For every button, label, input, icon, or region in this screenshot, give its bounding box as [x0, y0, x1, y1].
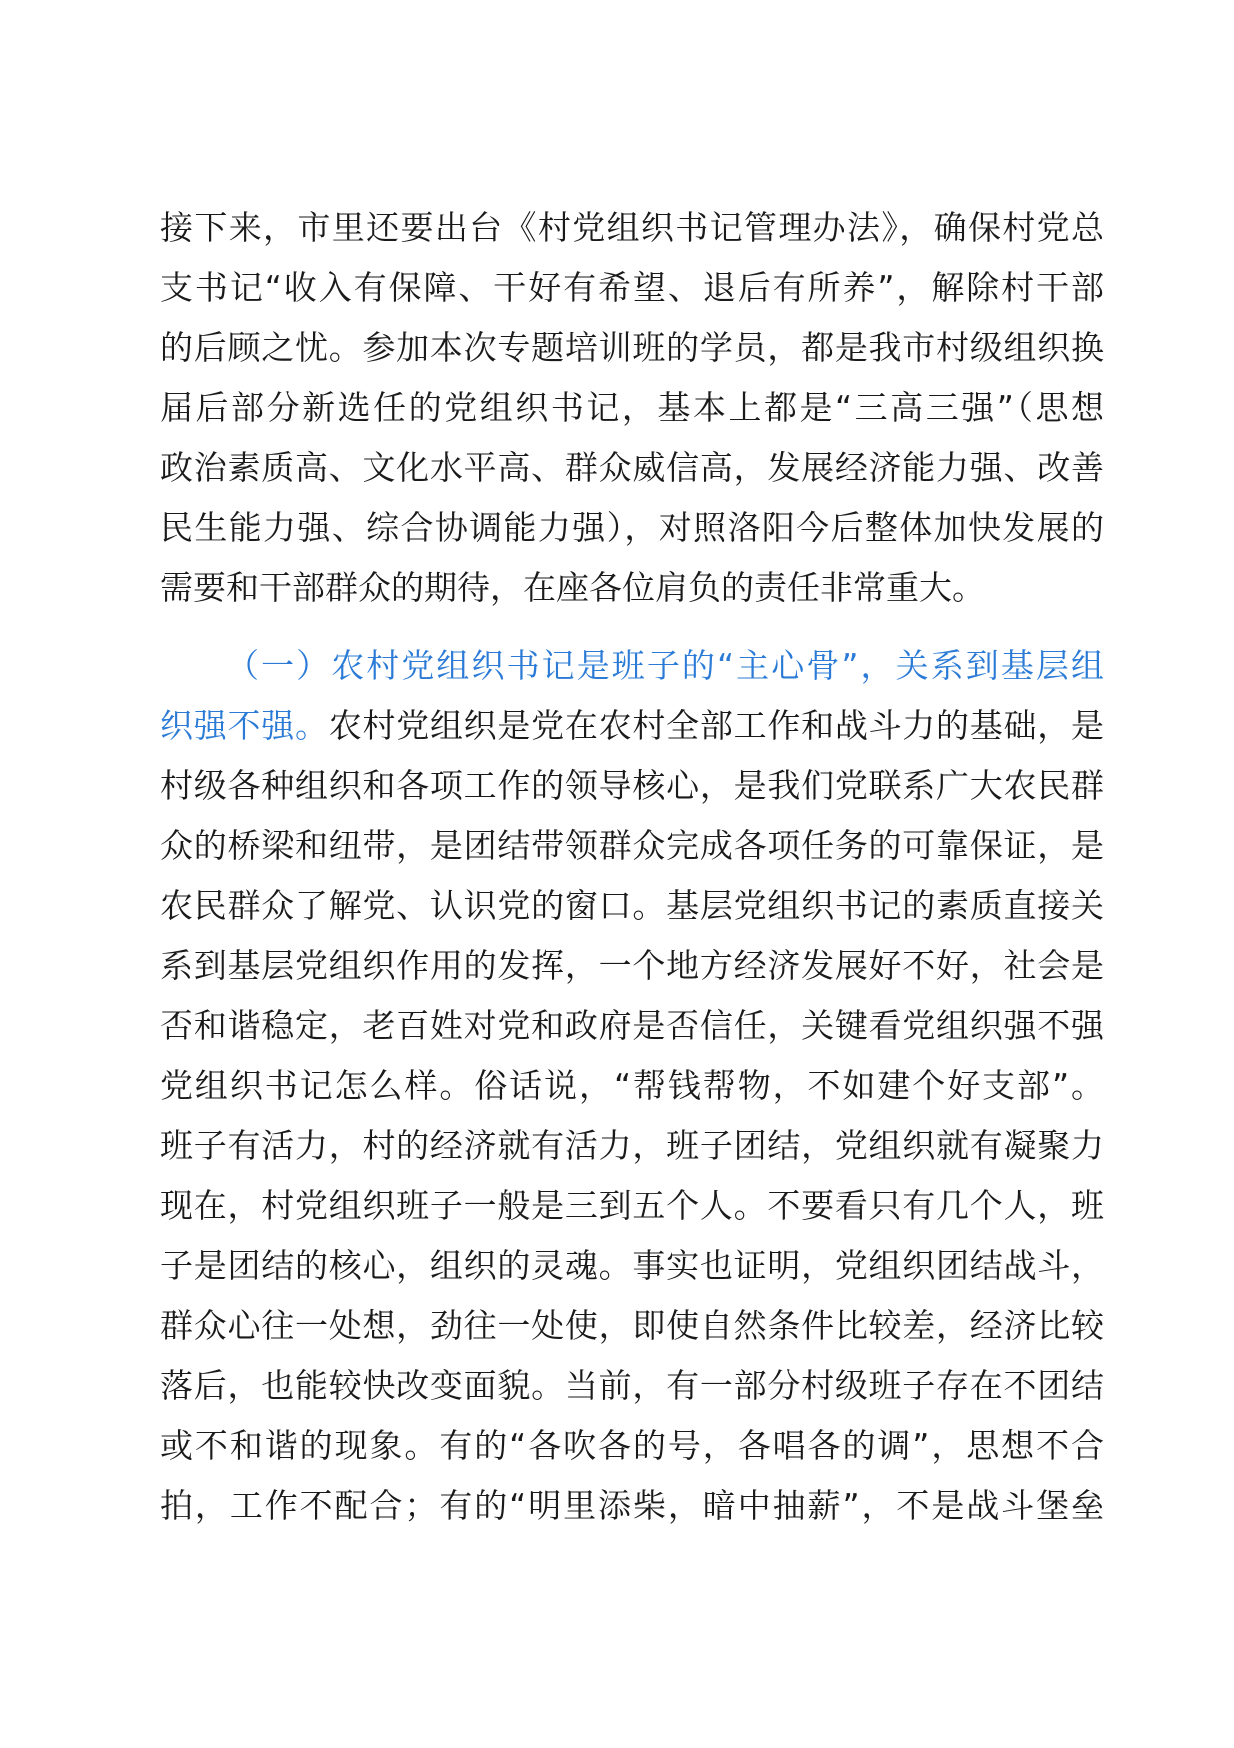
paragraph-line: 村级各种组织和各项工作的领导核心，是我们党联系广大农民群: [160, 766, 1104, 805]
paragraph-line: 班子有活力，村的经济就有活力，班子团结，党组织就有凝聚力: [160, 1126, 1104, 1165]
paragraph-line: 否和谐稳定，老百姓对党和政府是否信任，关键看党组织强不强: [160, 1006, 1104, 1045]
paragraph-line-rest: 农村党组织是党在农村全部工作和战斗力的基础，是: [328, 706, 1104, 745]
paragraph-line: 党组织书记怎么样。俗话说，“帮钱帮物，不如建个好支部”。: [160, 1066, 1104, 1105]
paragraph-line: 群众心往一处想，劲往一处使，即使自然条件比较差，经济比较: [160, 1306, 1104, 1345]
paragraph-line: 届后部分新选任的党组织书记，基本上都是“三高三强”（思想: [160, 388, 1104, 427]
paragraph-2: [160, 636, 1104, 1536]
paragraph-line: 政治素质高、文化水平高、群众威信高，发展经济能力强、改善: [160, 448, 1104, 487]
paragraph-line: 子是团结的核心，组织的灵魂。事实也证明，党组织团结战斗，: [160, 1246, 1104, 1285]
paragraph-line: 民生能力强、综合协调能力强），对照洛阳今后整体加快发展的: [160, 508, 1104, 547]
section-heading-end: 织强不强。: [160, 706, 329, 745]
paragraph-line: 或不和谐的现象。有的“各吹各的号，各唱各的调”，思想不合: [160, 1426, 1104, 1465]
paragraph-1: [160, 198, 1104, 618]
paragraph-line: 接下来，市里还要出台《村党组织书记管理办法》，确保村党总: [160, 208, 1104, 247]
paragraph-line: 系到基层党组织作用的发挥，一个地方经济发展好不好，社会是: [160, 946, 1104, 985]
paragraph-line: 落后，也能较快改变面貌。当前，有一部分村级班子存在不团结: [160, 1366, 1104, 1405]
paragraph-line: [160, 696, 1104, 756]
paragraph-line: 农民群众了解党、认识党的窗口。基层党组织书记的素质直接关: [160, 886, 1104, 925]
paragraph-line: 需要和干部群众的期待，在座各位肩负的责任非常重大。: [160, 568, 985, 607]
paragraph-line: 的后顾之忧。参加本次专题培训班的学员，都是我市村级组织换: [160, 328, 1104, 367]
paragraph-line: 现在，村党组织班子一般是三到五个人。不要看只有几个人，班: [160, 1186, 1104, 1225]
paragraph-line: 众的桥梁和纽带，是团结带领群众完成各项任务的可靠保证，是: [160, 826, 1104, 865]
section-heading: （一）农村党组织书记是班子的“主心骨”，关系到基层组: [226, 646, 1104, 685]
paragraph-line: 支书记“收入有保障、干好有希望、退后有所养”，解除村干部: [160, 268, 1104, 307]
paragraph-line: 拍，工作不配合；有的“明里添柴，暗中抽薪”，不是战斗堡垒: [160, 1486, 1104, 1525]
